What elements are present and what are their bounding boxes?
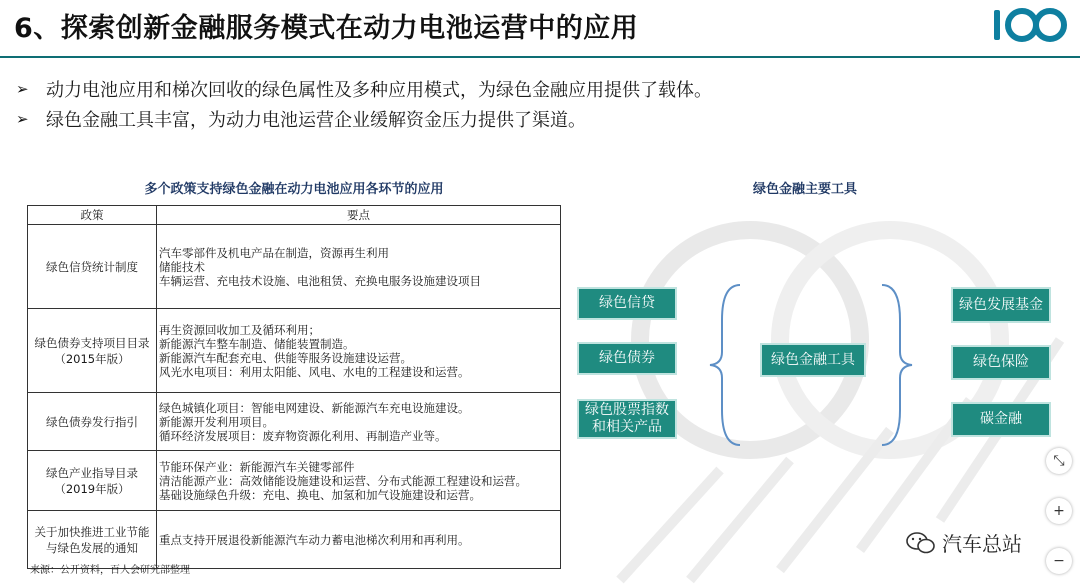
column-header-policy: 政策 bbox=[28, 206, 157, 225]
policy-name: 关于加快推进工业节能 bbox=[34, 524, 150, 539]
bullet-text: 动力电池应用和梯次回收的绿色属性及多种应用模式，为绿色金融应用提供了载体。 bbox=[46, 80, 712, 101]
arrow-bullet-icon: ➢ bbox=[16, 80, 29, 98]
point-line: 节能环保产业：新能源汽车关键零部件 bbox=[159, 459, 355, 474]
table-row bbox=[28, 225, 561, 309]
points-cell bbox=[157, 451, 561, 511]
tool-box-carbon-finance: 碳金融 bbox=[951, 402, 1051, 437]
bullet-item bbox=[16, 74, 712, 104]
point-line: 汽车零部件及机电产品在制造，资源再生利用 bbox=[159, 245, 389, 260]
table-row bbox=[28, 451, 561, 511]
point-line: 新能源汽车整车制造、储能装置制造。 bbox=[159, 336, 355, 351]
policy-name: （2015年版） bbox=[54, 351, 130, 366]
title-divider bbox=[0, 56, 1080, 58]
policy-cell bbox=[28, 393, 157, 451]
point-line: 风光水电项目：利用太阳能、风电、水电的工程建设和运营。 bbox=[159, 364, 470, 379]
tool-box-green-fund: 绿色发展基金 bbox=[951, 287, 1051, 323]
table-row bbox=[28, 393, 561, 451]
point-line: 储能技术 bbox=[159, 259, 205, 274]
policy-cell bbox=[28, 511, 157, 569]
point-line: 循环经济发展项目：废弃物资源化利用、再制造产业等。 bbox=[159, 428, 447, 443]
points-cell bbox=[157, 225, 561, 309]
table-row bbox=[28, 309, 561, 393]
policy-name: 与绿色发展的通知 bbox=[46, 540, 138, 555]
points-cell bbox=[157, 393, 561, 451]
bullet-list bbox=[16, 74, 712, 134]
point-line: 绿色城镇化项目：智能电网建设、新能源汽车充电设施建设。 bbox=[159, 400, 470, 415]
policy-name: 绿色产业指导目录 bbox=[46, 465, 138, 480]
policy-name: 绿色信贷统计制度 bbox=[46, 259, 138, 274]
point-line: 车辆运营、充电技术设施、电池租赁、充换电服务设施建设项目 bbox=[159, 273, 481, 288]
wechat-account-name: 汽车总站 bbox=[942, 532, 1022, 556]
tools-section-title: 绿色金融主要工具 bbox=[752, 182, 857, 197]
collapse-icon[interactable]: ⤡ bbox=[1046, 448, 1072, 474]
arrow-bullet-icon: ➢ bbox=[16, 110, 29, 128]
policy-cell bbox=[28, 309, 157, 393]
tool-box-center: 绿色金融工具 bbox=[760, 343, 866, 377]
tool-box-green-credit: 绿色信贷 bbox=[577, 287, 677, 320]
points-cell bbox=[157, 511, 561, 569]
policy-table bbox=[27, 205, 561, 569]
table-header-row bbox=[28, 206, 561, 225]
zoom-in-button[interactable]: + bbox=[1046, 498, 1072, 524]
policy-name: 绿色债券支持项目目录 bbox=[34, 335, 150, 350]
zoom-out-button[interactable]: − bbox=[1046, 548, 1072, 574]
wechat-watermark bbox=[906, 528, 1022, 557]
bullet-item bbox=[16, 104, 712, 134]
table-section-title: 多个政策支持绿色金融在动力电池应用各环节的应用 bbox=[144, 182, 444, 197]
logo-100-icon bbox=[990, 6, 1070, 44]
point-line: 新能源开发利用项目。 bbox=[159, 414, 274, 429]
policy-name: （2019年版） bbox=[54, 481, 130, 496]
wechat-icon bbox=[906, 531, 936, 555]
tool-box-green-stock-index: 绿色股票指数和相关产品 bbox=[577, 399, 677, 439]
point-line: 重点支持开展退役新能源汽车动力蓄电池梯次利用和再利用。 bbox=[159, 532, 470, 547]
point-line: 再生资源回收加工及循环利用； bbox=[159, 322, 320, 337]
source-note: 来源：公开资料，百人会研究部整理 bbox=[30, 565, 190, 576]
bullet-text: 绿色金融工具丰富，为动力电池运营企业缓解资金压力提供了渠道。 bbox=[46, 110, 586, 131]
point-line: 基础设施绿色升级：充电、换电、加氢和加气设施建设和运营。 bbox=[159, 487, 481, 502]
points-cell bbox=[157, 309, 561, 393]
column-header-points: 要点 bbox=[157, 206, 561, 225]
policy-name: 绿色债券发行指引 bbox=[46, 414, 138, 429]
point-line: 清洁能源产业：高效储能设施建设和运营、分布式能源工程建设和运营。 bbox=[159, 473, 527, 488]
table-row bbox=[28, 511, 561, 569]
policy-cell bbox=[28, 451, 157, 511]
tool-box-green-bond: 绿色债券 bbox=[577, 342, 677, 375]
point-line: 新能源汽车配套充电、供能等服务设施建设运营。 bbox=[159, 350, 412, 365]
policy-cell bbox=[28, 225, 157, 309]
page-title: 6、探索创新金融服务模式在动力电池运营中的应用 bbox=[14, 13, 639, 44]
tool-box-green-insurance: 绿色保险 bbox=[951, 345, 1051, 380]
